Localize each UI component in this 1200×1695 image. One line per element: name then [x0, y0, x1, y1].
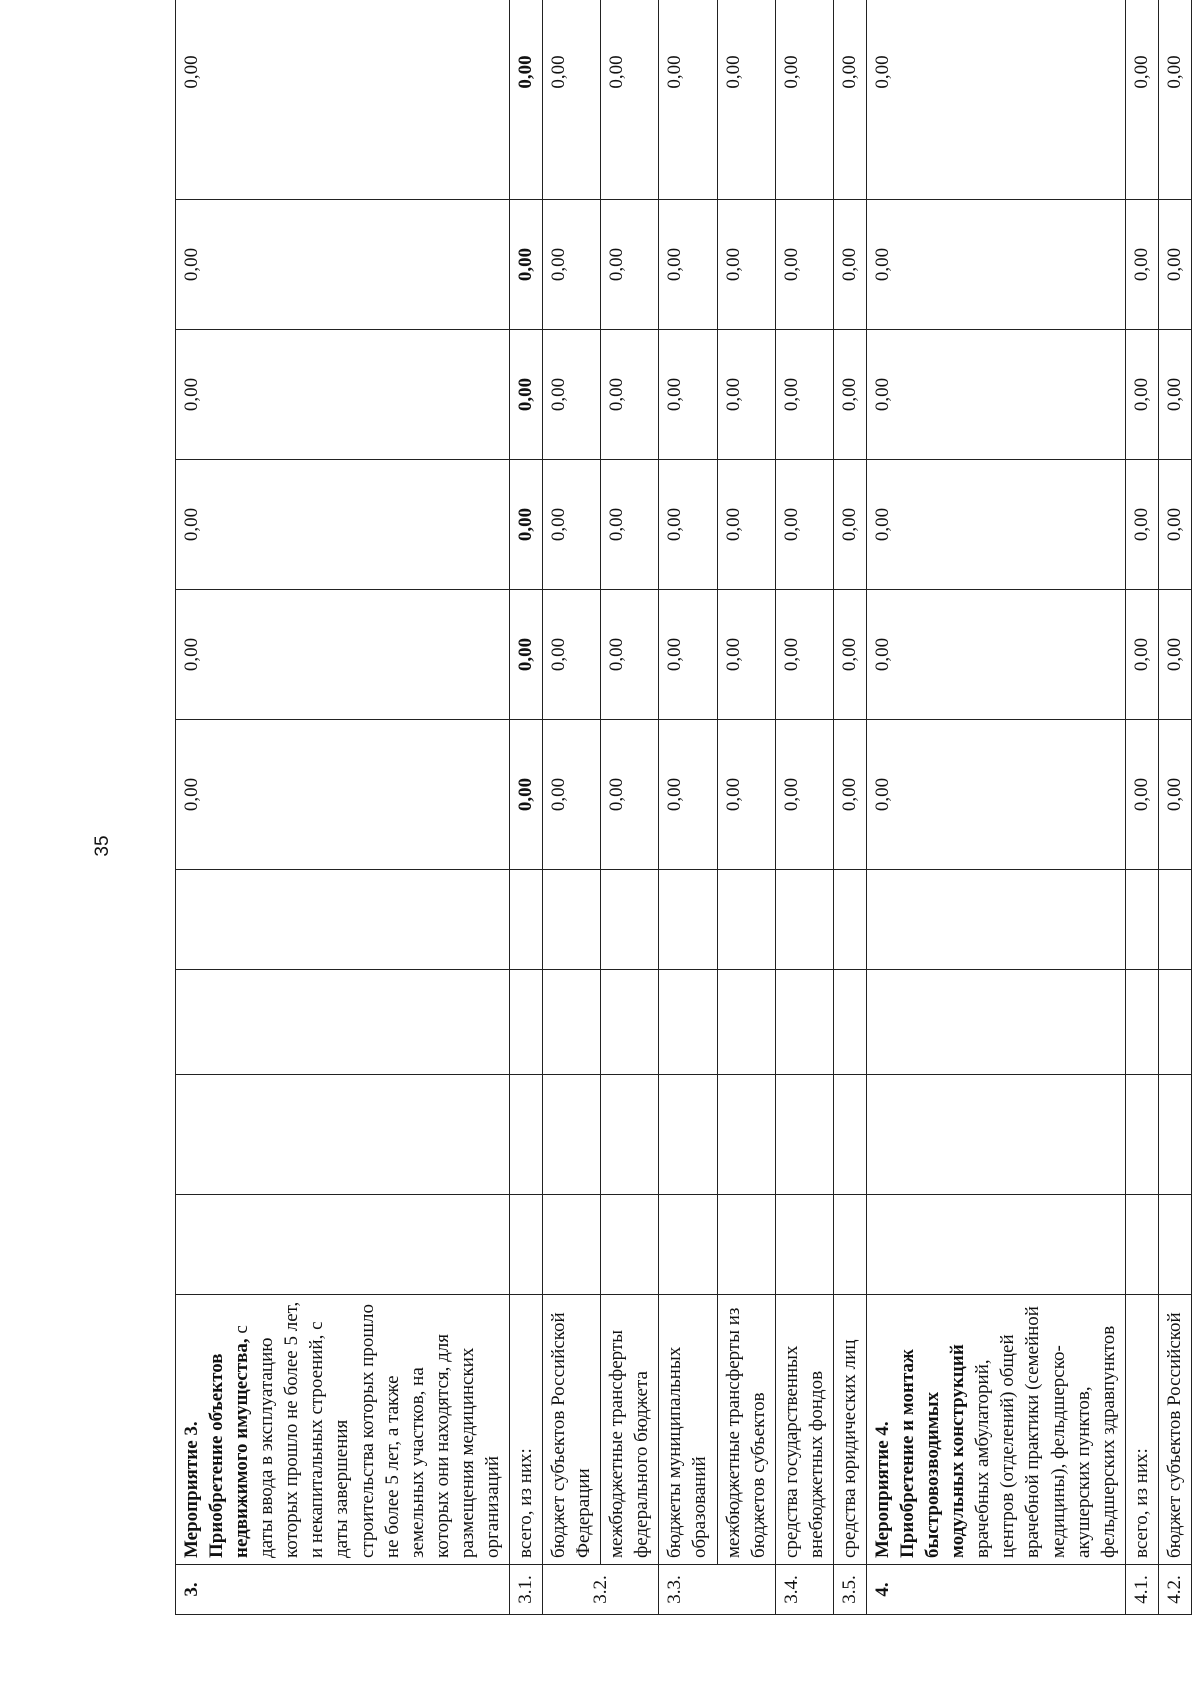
value-cell: 0,00: [543, 460, 601, 590]
funding-table: [175, 0, 1192, 1615]
value-cell: 0,00: [717, 330, 775, 460]
value-cell: 0,00: [1125, 460, 1158, 590]
value-cell: 0,00: [659, 460, 717, 590]
value-cell: 0,00: [176, 200, 510, 330]
table-row: [176, 0, 510, 1615]
row-name: средства юридических лиц: [833, 1295, 866, 1565]
value-cell: 0,00: [833, 330, 866, 460]
table-row: [1125, 0, 1158, 1615]
value-cell: 0,00: [866, 460, 1125, 590]
value-cell: 0,00: [1158, 0, 1191, 200]
value-cell: 0,00: [510, 330, 543, 460]
table-row: [601, 0, 659, 1615]
row-name: средства государственных внебюджетных фондов: [775, 1295, 833, 1565]
value-cell: 0,00: [775, 330, 833, 460]
value-cell: 0,00: [601, 330, 659, 460]
value-cell: 0,00: [1125, 590, 1158, 720]
value-cell: 0,00: [601, 0, 659, 200]
value-cell: 0,00: [1158, 200, 1191, 330]
value-cell: 0,00: [775, 0, 833, 200]
value-cell: 0,00: [510, 0, 543, 200]
row-name: всего, из них:: [1125, 1295, 1158, 1565]
value-cell: 0,00: [659, 330, 717, 460]
row-number: 3.: [176, 1565, 510, 1615]
value-cell: 0,00: [717, 200, 775, 330]
value-cell: 0,00: [176, 460, 510, 590]
value-cell: 0,00: [1125, 720, 1158, 870]
value-cell: 0,00: [659, 200, 717, 330]
value-cell: 0,00: [1158, 330, 1191, 460]
rotated-table-wrapper: [175, 45, 1185, 1615]
value-cell: 0,00: [866, 590, 1125, 720]
value-cell: 0,00: [1125, 200, 1158, 330]
value-cell: 0,00: [775, 200, 833, 330]
row-number: 3.1.: [510, 1565, 543, 1615]
value-cell: 0,00: [833, 460, 866, 590]
row-name: Мероприятие 3. Приобретение объектов недвижимого имущества, с даты ввода в эксплуатацию которых прошло не более 5 лет, и некапитальных строений, с даты завершения строительства которых прошло не более 5 лет, а также земельных участков, на которых они находятся, для размещения медицинских организаций: [176, 1295, 510, 1565]
value-cell: 0,00: [510, 590, 543, 720]
row-name: межбюджетные трансферты из бюджетов субъектов: [717, 1295, 775, 1565]
row-name: всего, из них:: [510, 1295, 543, 1565]
value-cell: 0,00: [176, 590, 510, 720]
value-cell: 0,00: [833, 720, 866, 870]
value-cell: 0,00: [176, 330, 510, 460]
table-row: [659, 0, 717, 1615]
value-cell: 0,00: [833, 200, 866, 330]
row-name: межбюджетные трансферты федерального бюджета: [601, 1295, 659, 1565]
value-cell: 0,00: [866, 330, 1125, 460]
value-cell: 0,00: [659, 0, 717, 200]
value-cell: 0,00: [866, 0, 1125, 200]
row-name: бюджеты муниципальных образований: [659, 1295, 717, 1565]
row-number: 3.4.: [775, 1565, 833, 1615]
value-cell: 0,00: [510, 200, 543, 330]
value-cell: 0,00: [1158, 720, 1191, 870]
table-row: [833, 0, 866, 1615]
value-cell: 0,00: [659, 720, 717, 870]
value-cell: 0,00: [717, 460, 775, 590]
value-cell: 0,00: [717, 0, 775, 200]
value-cell: 0,00: [601, 590, 659, 720]
value-cell: 0,00: [717, 590, 775, 720]
page-number: 35: [92, 835, 113, 857]
row-number: 4.: [866, 1565, 1125, 1615]
value-cell: 0,00: [833, 590, 866, 720]
value-cell: 0,00: [601, 200, 659, 330]
value-cell: 0,00: [775, 590, 833, 720]
value-cell: 0,00: [775, 720, 833, 870]
value-cell: 0,00: [543, 720, 601, 870]
row-name: бюджет субъектов Российской Федерации: [543, 1295, 601, 1565]
row-name: Мероприятие 4. Приобретение и монтаж быстровозводимых модульных конструкций врачебных амбулаторий, центров (отделений) общей врачебной практики (семейной медицины), фельдшерско-акушерских пунктов, фельдшерских здравпунктов: [866, 1295, 1125, 1565]
value-cell: 0,00: [1125, 0, 1158, 200]
value-cell: 0,00: [543, 590, 601, 720]
value-cell: 0,00: [176, 720, 510, 870]
value-cell: 0,00: [510, 720, 543, 870]
value-cell: 0,00: [866, 720, 1125, 870]
row-number: 3.5.: [833, 1565, 866, 1615]
table-row: [543, 0, 601, 1615]
value-cell: 0,00: [1125, 330, 1158, 460]
table-row: [510, 0, 543, 1615]
value-cell: 0,00: [866, 200, 1125, 330]
row-number: 4.2.: [1158, 1565, 1191, 1615]
value-cell: 0,00: [833, 0, 866, 200]
table-row: [866, 0, 1125, 1615]
value-cell: 0,00: [601, 720, 659, 870]
row-number: 3.3.: [659, 1565, 775, 1615]
table-row: [775, 0, 833, 1615]
value-cell: 0,00: [510, 460, 543, 590]
row-name: бюджет субъектов Российской: [1158, 1295, 1191, 1565]
row-number: 4.1.: [1125, 1565, 1158, 1615]
value-cell: 0,00: [659, 590, 717, 720]
value-cell: 0,00: [176, 0, 510, 200]
value-cell: 0,00: [543, 330, 601, 460]
row-number: 3.2.: [543, 1565, 659, 1615]
value-cell: 0,00: [1158, 590, 1191, 720]
value-cell: 0,00: [717, 720, 775, 870]
value-cell: 0,00: [601, 460, 659, 590]
value-cell: 0,00: [1158, 460, 1191, 590]
table-row: [1158, 0, 1191, 1615]
value-cell: 0,00: [543, 0, 601, 200]
value-cell: 0,00: [775, 460, 833, 590]
table-row: [717, 0, 775, 1615]
value-cell: 0,00: [543, 200, 601, 330]
